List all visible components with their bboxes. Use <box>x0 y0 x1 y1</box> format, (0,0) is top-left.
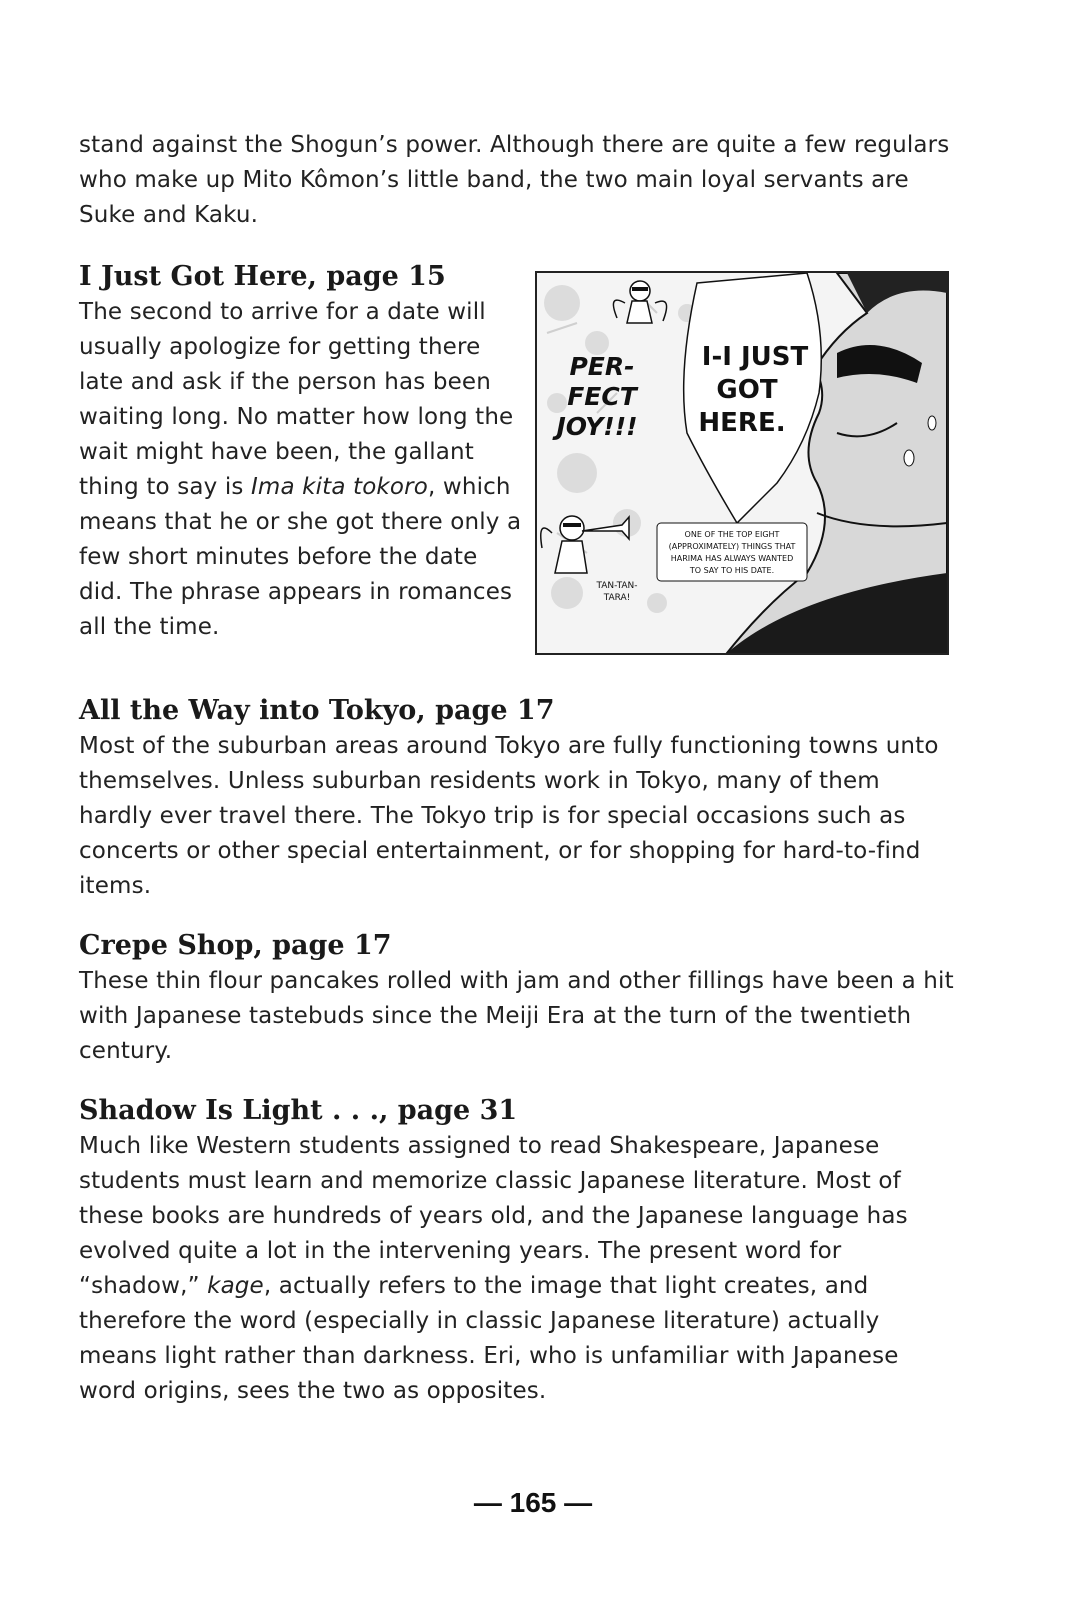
section-body: Most of the suburban areas around Tokyo are fully functioning towns unto themselves. Unless suburban residents work in Tokyo, many of them hardly ever travel there. The Tokyo trip is for special occasions such as concerts or other special entertainment, or for shopping for hard-to-find items. <box>79 733 939 899</box>
section-heading: All the Way into Tokyo, page 17 <box>79 695 555 726</box>
section-heading: Crepe Shop, page 17 <box>79 930 392 961</box>
body-italic-term: kage <box>207 1273 264 1299</box>
body-text: The second to arrive for a date will usually apologize for getting there late and ask if the person has been waiting long. No matter how long the wait might have been, the gallant thing to say is <box>79 299 514 500</box>
sfx-line: PER- <box>569 352 635 381</box>
trumpet-sfx-line: TAN-TAN- <box>596 581 638 591</box>
speech-line: GOT <box>716 375 778 405</box>
section-body <box>79 295 524 645</box>
body-italic-term: Ima kita tokoro <box>250 474 428 500</box>
body-text: Much like Western students assigned to read Shakespeare, Japanese students must learn and memorize classic Japanese literature. Most of these books are hundreds of years old, and the Japanese language has evolved quite a lot in the intervening years. The present word for “shadow,” <box>79 1133 908 1299</box>
manga-panel-illustration <box>535 271 949 655</box>
page-body <box>79 128 959 1433</box>
caption-line: (APPROXIMATELY) THINGS THAT <box>668 542 796 551</box>
body-text: , which means that he or she got there only a few short minutes before the date did. The phrase appears in romances all the time. <box>79 474 522 640</box>
manga-panel-art <box>537 273 947 653</box>
section-body <box>79 1129 959 1409</box>
section-heading: Shadow Is Light . . ., page 31 <box>79 1095 518 1126</box>
intro-paragraph: stand against the Shogun’s power. Although there are quite a few regulars who make up Mito Kômon’s little band, the two main loyal servants are Suke and Kaku. <box>79 132 950 228</box>
section-i-just-got-here <box>79 259 959 671</box>
page-number: — 165 — <box>473 1487 593 1518</box>
section-body: These thin flour pancakes rolled with jam and other fillings have been a hit with Japanese tastebuds since the Meiji Era at the turn of the twentieth century. <box>79 968 954 1064</box>
sfx-line: JOY!!! <box>556 412 638 441</box>
section-shadow-is-light <box>79 1093 959 1409</box>
section-text-column <box>79 259 524 645</box>
caption-line: HARIMA HAS ALWAYS WANTED <box>670 554 794 563</box>
section-crepe-shop <box>79 928 959 1069</box>
body-text: , actually refers to the image that light creates, and therefore the word (especially in classic Japanese literature) actually means light rather than darkness. Eri, who is unfamiliar with Japanese word origins, sees the two as opposites. <box>79 1273 899 1404</box>
sfx-line: FECT <box>567 382 637 411</box>
section-tokyo <box>79 693 959 904</box>
caption-line: ONE OF THE TOP EIGHT <box>684 530 780 539</box>
speech-line: HERE. <box>698 408 786 438</box>
speech-line: I-I JUST <box>701 342 809 372</box>
section-heading: I Just Got Here, page 15 <box>79 261 446 292</box>
trumpet-sfx-line: TARA! <box>603 593 631 603</box>
caption-line: TO SAY TO HIS DATE. <box>689 566 775 575</box>
